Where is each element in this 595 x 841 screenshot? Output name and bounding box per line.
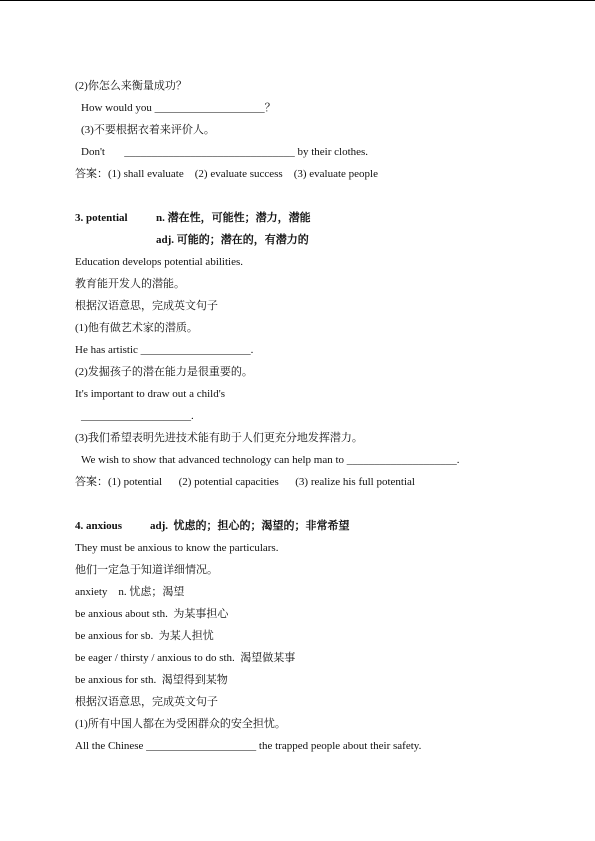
s4-phrase-2: be anxious for sb. 为某人担忧 <box>75 630 214 642</box>
s2-answer: 答案：(1) shall evaluate (2) evaluate success (3) evaluate people <box>75 168 378 180</box>
s3-q3-cn: (3)我们希望表明先进技术能有助于人们更充分地发挥潜力。 <box>75 432 363 444</box>
s4-q1-en: All the Chinese ____________________ the trapped people about their safety. <box>75 740 422 752</box>
s4-phrase-3: be eager / thirsty / anxious to do sth. 渴望做某事 <box>75 652 296 664</box>
s3-headword: 3. potential <box>75 212 128 224</box>
s3-def-adj: adj. 可能的；潜在的，有潜力的 <box>156 234 309 246</box>
s3-example-cn: 教育能开发人的潜能。 <box>75 278 185 290</box>
s3-q2-blank: ____________________. <box>81 410 194 422</box>
s4-example-en: They must be anxious to know the particulars. <box>75 542 279 554</box>
s3-example-en: Education develops potential abilities. <box>75 256 244 268</box>
s2-q3-en: Don't _______________________________ by their clothes. <box>81 146 369 158</box>
s4-phrase-1: be anxious about sth. 为某事担心 <box>75 608 229 620</box>
s4-headword: 4. anxious <box>75 520 123 532</box>
s4-q1-cn: (1)所有中国人都在为受困群众的安全担忧。 <box>75 718 286 730</box>
s2-q3-cn: (3)不要根据衣着来评价人。 <box>81 124 215 136</box>
s3-def-noun: n. 潜在性，可能性；潜力，潜能 <box>156 212 311 224</box>
s4-def-adj: adj. 忧虑的；担心的；渴望的；非常希望 <box>150 520 350 532</box>
s4-anxiety: anxiety n. 忧虑；渴望 <box>75 586 185 598</box>
s4-phrase-4: be anxious for sth. 渴望得到某物 <box>75 674 228 686</box>
s3-q3-en: We wish to show that advanced technology can help man to ____________________. <box>81 454 460 466</box>
s3-instruction: 根据汉语意思，完成英文句子 <box>75 300 218 312</box>
s3-q2-en: It's important to draw out a child's <box>75 388 225 400</box>
s4-example-cn: 他们一定急于知道详细情况。 <box>75 564 218 576</box>
s3-q1-en: He has artistic ____________________. <box>75 344 254 356</box>
s2-q2-cn: (2)你怎么来衡量成功？ <box>75 80 187 92</box>
s4-instruction: 根据汉语意思，完成英文句子 <box>75 696 218 708</box>
s2-q2-en: How would you ____________________？ <box>81 102 276 114</box>
s3-q1-cn: (1)他有做艺术家的潜质。 <box>75 322 198 334</box>
s3-q2-cn: (2)发掘孩子的潜在能力是很重要的。 <box>75 366 253 378</box>
page-top-rule <box>0 0 595 1</box>
s3-answer: 答案：(1) potential (2) potential capacities (3) realize his full potential <box>75 476 415 488</box>
